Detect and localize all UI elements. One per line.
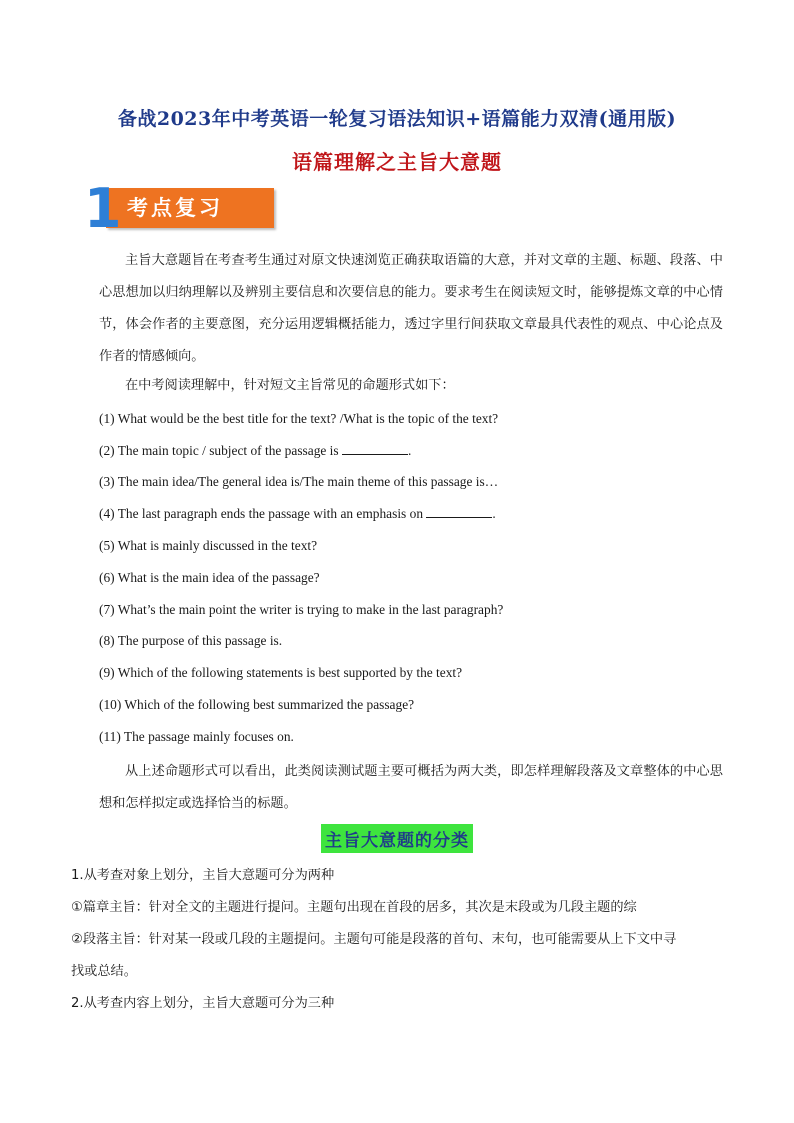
classification-item-1b-line-2: 找或总结。 (71, 964, 137, 979)
question-item-11: (11) The passage mainly focuses on. (99, 729, 294, 744)
document-subtitle: 语篇理解之主旨大意题 (292, 150, 502, 174)
question-item-4 (99, 504, 723, 524)
conclusion-paragraph: 从上述命题形式可以看出，此类阅读测试题主要可概括为两大类，即怎样理解段落及文章整体的中心思想和怎样拟定或选择恰当的标题。 (99, 764, 723, 811)
section-label-box (106, 188, 274, 228)
classification-heading: 主旨大意题的分类 (321, 824, 473, 853)
section-number: 1 (84, 177, 122, 240)
classification-item-1: 1.从考查对象上划分，主旨大意题可分为两种 (71, 868, 335, 883)
question-item-2-suffix: . (407, 443, 412, 458)
classification-heading-wrap (0, 824, 794, 853)
classification-item-1a: ①篇章主旨：针对全文的主题进行提问。主题句出现在首段的居多，其次是末段或为几段主题的综 (71, 900, 637, 915)
question-item-8: (8) The purpose of this passage is. (99, 633, 283, 648)
question-item-5: (5) What is mainly discussed in the text? (99, 538, 318, 553)
intro-paragraph-1: 主旨大意题旨在考查考生通过对原文快速浏览正确获取语篇的大意，并对文章的主题、标题、段落、中心思想加以归纳理解以及辨别主要信息和次要信息的能力。要求考生在阅读短文时，能够提炼文章的中心情节，体会作者的主要意图，充分运用逻辑概括能力，透过字里行间获取文章最具代表性的观点、中心论点及作者的情感倾向。 (99, 253, 723, 364)
document-title: 备战2023年中考英语一轮复习语法知识+语篇能力双清(通用版) (117, 108, 677, 130)
question-item-9: (9) Which of the following statements is best supported by the text? (99, 665, 463, 680)
question-item-3: (3) The main idea/The general idea is/The main theme of this passage is… (99, 474, 499, 489)
classification-item-1b-line-1: ②段落主旨：针对某一段或几段的主题提问。主题句可能是段落的首句、末句，也可能需要从上下文中寻 (71, 932, 677, 947)
question-item-7: (7) What’s the main point the writer is trying to make in the last paragraph? (99, 602, 504, 617)
question-item-6: (6) What is the main idea of the passage? (99, 570, 320, 585)
question-item-4-text: (4) The last paragraph ends the passage with an emphasis on (99, 506, 427, 521)
question-item-1: (1) What would be the best title for the text? /What is the topic of the text? (99, 411, 499, 426)
intro-paragraph-2: 在中考阅读理解中，针对短文主旨常见的命题形式如下： (125, 378, 455, 393)
answer-blank (426, 505, 492, 518)
question-item-4-suffix: . (492, 506, 496, 521)
section-label: 考点复习 (127, 196, 223, 220)
question-item-2 (99, 441, 723, 461)
question-item-2-text: (2) The main topic / subject of the passage is (99, 443, 342, 458)
question-item-10: (10) Which of the following best summarized the passage? (99, 697, 415, 712)
classification-item-2: 2.从考查内容上划分，主旨大意题可分为三种 (71, 996, 335, 1011)
answer-blank (342, 442, 408, 455)
section-header (84, 177, 284, 240)
